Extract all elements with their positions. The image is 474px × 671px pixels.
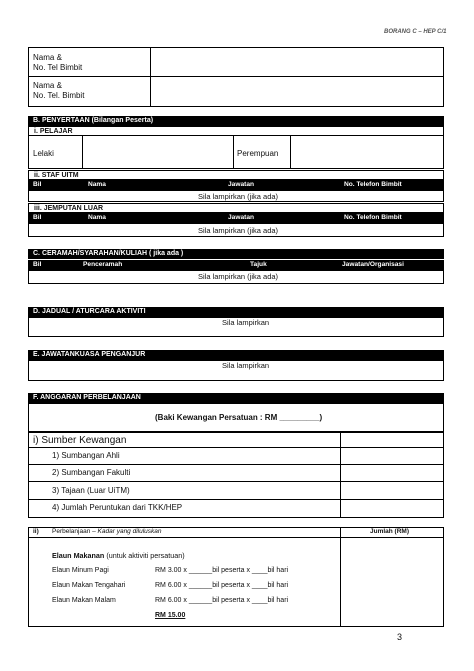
col-organisasi: Jawatan/Organisasi: [342, 261, 404, 268]
jumlah-label: Jumlah (RM): [370, 528, 409, 535]
perbelanjaan-title: [52, 529, 162, 536]
elaun-title: Elaun Makanan: [52, 551, 105, 560]
col-jawatan: Jawatan: [228, 214, 255, 221]
staf-header: ii. STAF UITM: [28, 170, 444, 180]
sumber-amount-1[interactable]: [342, 448, 443, 463]
elaun-label-2: Elaun Makan Tengahari: [52, 582, 126, 589]
sumber-amount-3[interactable]: [342, 482, 443, 498]
ceramah-columns: [28, 260, 444, 270]
sumber-amount-2[interactable]: [342, 465, 443, 480]
jemputan-attach-note: Sila lampirkan (jika ada): [198, 226, 279, 235]
perbelanjaan-italic: Kadar yang diluluskan: [97, 528, 162, 535]
col-tajuk: Tajuk: [250, 261, 267, 268]
elaun-title-line: [52, 552, 185, 559]
contact-label-2b: No. Tel. Bimbit: [33, 91, 85, 100]
elaun-formula-1: RM 3.00 x ______bil peserta x ____bil hari: [155, 567, 289, 574]
lelaki-label: Lelaki: [33, 149, 54, 158]
col-nama: Nama: [88, 181, 106, 188]
lelaki-input[interactable]: [84, 136, 232, 168]
elaun-label-3: Elaun Makan Malam: [52, 597, 116, 604]
section-d-header: D. JADUAL / ATURCARA AKTIVITI: [28, 307, 444, 317]
col-bil: Bil: [33, 181, 42, 188]
col-bil: Bil: [33, 261, 42, 268]
page-number: 3: [397, 632, 403, 642]
perempuan-input[interactable]: [292, 136, 443, 168]
col-penceramah: Penceramah: [83, 261, 123, 268]
col-jawatan: Jawatan: [228, 181, 255, 188]
staf-attach-note: Sila lampirkan (jika ada): [198, 192, 279, 201]
sumber-item-1: 1) Sumbangan Ahli: [52, 451, 120, 460]
section-b-header: B. PENYERTAAN (Bilangan Peserta): [28, 116, 444, 126]
sumber-kewangan-title: i) Sumber Kewangan: [33, 435, 127, 446]
ceramah-attach-note: Sila lampirkan (jika ada): [198, 272, 279, 281]
perbelanjaan-title-text: Perbelanjaan –: [52, 528, 96, 535]
jemputan-header: iii. JEMPUTAN LUAR: [28, 203, 444, 213]
contact-label-1a: Nama &: [33, 53, 62, 62]
perbelanjaan-label: ii): [33, 528, 39, 535]
elaun-note: (untuk aktiviti persatuan): [104, 551, 185, 560]
sumber-item-4: 4) Jumlah Peruntukan dari TKK/HEP: [52, 503, 183, 512]
pelajar-header: i. PELAJAR: [28, 126, 444, 136]
section-d-note: Sila lampirkan: [222, 318, 270, 327]
section-e-header: E. JAWATANKUASA PENGANJUR: [28, 350, 444, 360]
sumber-item-3: 3) Tajaan (Luar UiTM): [52, 486, 130, 495]
jemputan-columns: [28, 213, 444, 223]
contact-label-1b: No. Tel Bimbit: [33, 63, 83, 72]
contact-input-2[interactable]: [152, 77, 443, 106]
staf-columns: [28, 180, 444, 190]
jumlah-input[interactable]: [342, 538, 443, 626]
elaun-label-1: Elaun Minum Pagi: [52, 567, 109, 574]
col-nama: Nama: [88, 214, 106, 221]
elaun-total: RM 15.00: [155, 612, 186, 619]
col-telefon: No. Telefon Bimbit: [344, 181, 402, 188]
form-code: BORANG C – HEP C/1: [384, 29, 447, 35]
sumber-item-2: 2) Sumbangan Fakulti: [52, 468, 131, 477]
baki-kewangan: (Baki Kewangan Persatuan : RM _________): [155, 413, 323, 422]
section-f-header: F. ANGGARAN PERBELANJAAN: [28, 393, 444, 403]
col-bil: Bil: [33, 214, 42, 221]
section-e-note: Sila lampirkan: [222, 361, 270, 370]
elaun-formula-2: RM 6.00 x ______bil peserta x ____bil hari: [155, 582, 289, 589]
perempuan-label: Perempuan: [237, 149, 279, 158]
contact-label-2a: Nama &: [33, 81, 62, 90]
elaun-formula-3: RM 6.00 x ______bil peserta x ____bil hari: [155, 597, 289, 604]
section-c-header: C. CERAMAH/SYARAHAN/KULIAH ( jika ada ): [28, 249, 444, 259]
contact-input-1[interactable]: [152, 48, 443, 75]
col-telefon: No. Telefon Bimbit: [344, 214, 402, 221]
sumber-amount-4[interactable]: [342, 500, 443, 517]
